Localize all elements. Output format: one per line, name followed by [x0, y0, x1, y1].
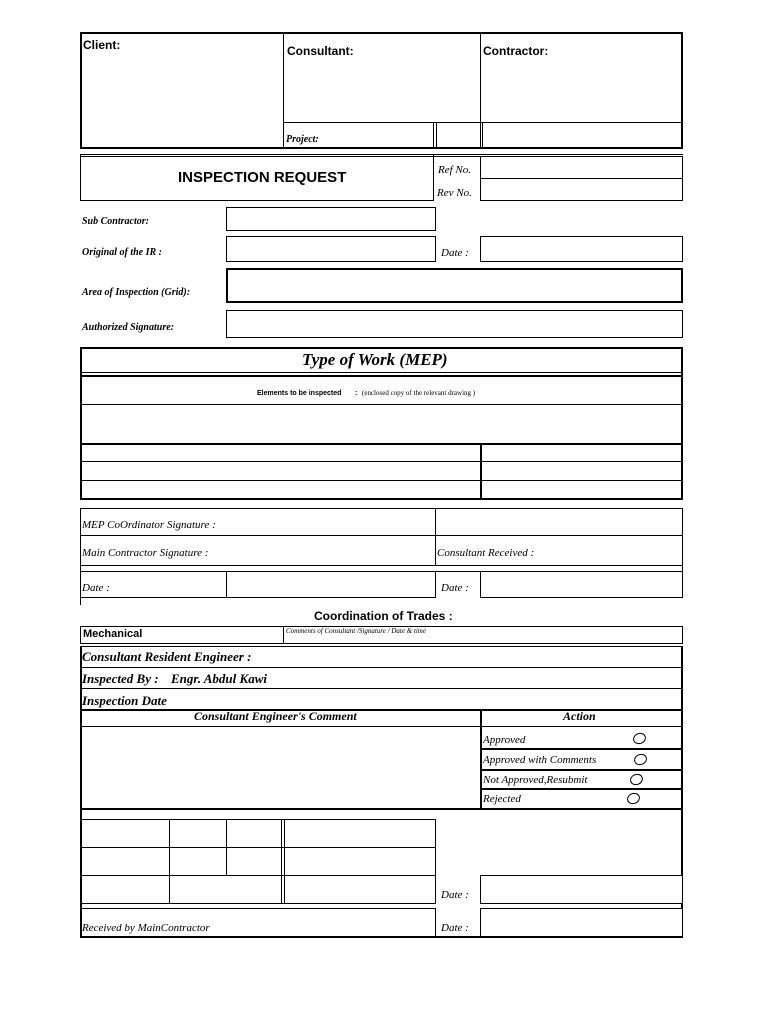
client-label: Client:: [83, 38, 121, 52]
footer-date-label: Date :: [441, 889, 469, 901]
project-number-field[interactable]: [437, 124, 481, 146]
contractor-label: Contractor:: [483, 44, 549, 58]
action-label: Not Approved,Resubmit: [483, 774, 588, 786]
date-field[interactable]: [480, 236, 683, 262]
authorized-signature-field[interactable]: [226, 310, 683, 338]
consultant-received-label: Consultant Received :: [437, 547, 535, 559]
area-of-inspection-label: Area of Inspection (Grid):: [82, 287, 191, 298]
consultant-date-label: Date :: [441, 582, 469, 594]
rev-no-label: Rev No.: [437, 187, 472, 199]
rev-no-field[interactable]: [480, 178, 683, 201]
sub-contractor-field[interactable]: [226, 207, 436, 231]
inspected-by-label: Inspected By :: [82, 671, 159, 686]
mep-coordinator-signature-label: MEP CoOrdinator Signature :: [82, 519, 216, 531]
elements-note: (enclosed copy of the relevant drawing ): [362, 389, 476, 397]
ref-no-field[interactable]: [480, 156, 683, 179]
project-label: Project:: [286, 134, 319, 145]
comments-note: Comments of Consultant /Signature / Date & time: [286, 627, 426, 635]
original-ir-field[interactable]: [226, 236, 436, 262]
main-contractor-signature-label: Main Contractor Signature :: [82, 547, 209, 559]
date-label: Date :: [441, 247, 469, 259]
inspector-name: Engr. Abdul Kawi: [171, 671, 267, 686]
received-date-field[interactable]: [480, 908, 683, 938]
coordination-title: Coordination of Trades :: [314, 609, 453, 623]
approved-with-comments-radio-icon[interactable]: [633, 752, 649, 767]
action-label: Rejected: [483, 793, 521, 805]
received-date-label: Date :: [441, 922, 469, 934]
consultant-label: Consultant:: [287, 44, 354, 58]
not-approved-radio-icon[interactable]: [629, 772, 645, 787]
engineer-comment-header: Consultant Engineer's Comment: [194, 709, 357, 723]
mechanical-label: Mechanical: [83, 628, 143, 640]
engineer-comment-field[interactable]: [84, 729, 478, 807]
area-of-inspection-field[interactable]: [226, 268, 683, 303]
action-label: Approved with Comments: [483, 754, 597, 766]
action-header: Action: [563, 709, 596, 723]
page-title: INSPECTION REQUEST: [178, 169, 347, 186]
resident-engineer-label: Consultant Resident Engineer :: [82, 649, 252, 664]
action-label: Approved: [483, 734, 526, 746]
original-ir-label: Original of the IR :: [82, 247, 163, 258]
elements-label: Elements to be inspected: [257, 390, 342, 397]
elements-field[interactable]: [83, 406, 680, 442]
consultant-date-field[interactable]: [480, 571, 683, 598]
inspection-date-label: Inspection Date: [82, 693, 167, 708]
project-name-field[interactable]: [484, 124, 680, 146]
mep-coordinator-signature-field[interactable]: [437, 510, 680, 534]
received-by-label: Received by MainContractor: [82, 922, 210, 934]
type-of-work-title: Type of Work (MEP): [302, 350, 448, 369]
authorized-signature-label: Authorized Signature:: [82, 322, 174, 333]
signature-date-field[interactable]: [228, 573, 434, 596]
rejected-radio-icon[interactable]: [626, 791, 642, 806]
approved-radio-icon[interactable]: [632, 731, 648, 746]
ref-no-label: Ref No.: [438, 164, 471, 176]
signature-date-label: Date :: [82, 582, 110, 594]
elements-colon: :: [355, 390, 358, 397]
footer-date-field[interactable]: [480, 875, 683, 904]
sub-contractor-label: Sub Contractor:: [82, 216, 149, 227]
